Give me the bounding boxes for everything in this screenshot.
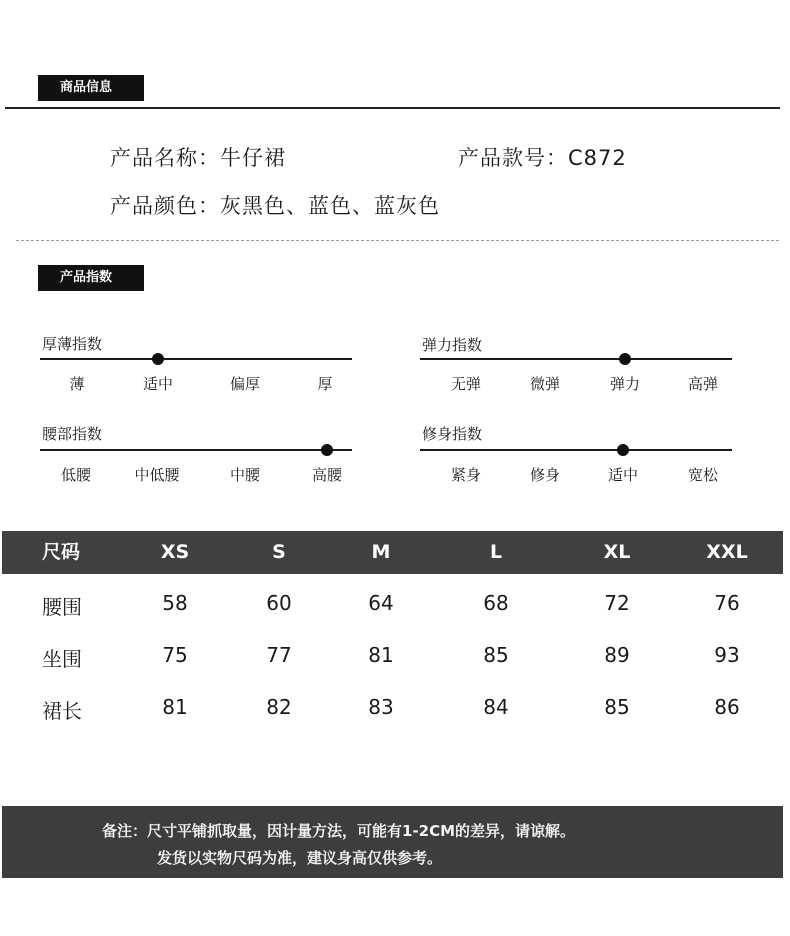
size-cell: 89 xyxy=(604,643,630,667)
note-line-2: 发货以实物尺码为准，建议身高仅供参考。 xyxy=(157,849,443,867)
index-title: 修身指数 xyxy=(422,425,483,443)
index-option: 低腰 xyxy=(60,466,91,484)
size-header-cell: XL xyxy=(603,541,631,563)
size-cell: 84 xyxy=(483,695,509,719)
index-option: 高腰 xyxy=(311,466,342,484)
index-marker-dot xyxy=(617,444,629,456)
size-header-cell: XXL xyxy=(706,541,748,563)
size-cell: 77 xyxy=(266,643,292,667)
size-row-label: 裙长 xyxy=(42,699,82,723)
size-row-label: 坐围 xyxy=(42,647,82,671)
size-header-cell: L xyxy=(489,541,503,563)
index-option: 适中 xyxy=(607,466,638,484)
index-option: 厚 xyxy=(317,375,333,393)
size-header-cell: S xyxy=(272,541,286,563)
index-option: 紧身 xyxy=(450,466,481,484)
note-line-1: 备注：尺寸平铺抓取量，因计量方法，可能有1-2CM的差异，请谅解。 xyxy=(102,822,576,840)
size-cell: 58 xyxy=(162,591,188,615)
product-colors: 产品颜色：灰黑色、蓝色、蓝灰色 xyxy=(110,194,440,218)
section-tag-product-info: 商品信息 xyxy=(38,75,144,101)
index-scale-line xyxy=(40,449,352,451)
index-option: 中低腰 xyxy=(134,466,180,484)
index-option: 高弹 xyxy=(687,375,718,393)
size-cell: 93 xyxy=(714,643,740,667)
index-scale-line xyxy=(420,358,732,360)
size-table-header-label: 尺码 xyxy=(42,541,81,563)
index-marker-dot xyxy=(152,353,164,365)
product-name: 产品名称：牛仔裙 xyxy=(110,146,286,170)
section-tag-product-index: 产品指数 xyxy=(38,265,144,291)
size-cell: 85 xyxy=(604,695,630,719)
index-option: 修身 xyxy=(529,466,560,484)
size-cell: 83 xyxy=(368,695,394,719)
index-title: 腰部指数 xyxy=(42,425,103,443)
index-title: 厚薄指数 xyxy=(42,335,103,353)
index-option: 宽松 xyxy=(687,466,718,484)
size-cell: 81 xyxy=(162,695,188,719)
size-header-cell: XS xyxy=(160,541,190,563)
index-option: 薄 xyxy=(69,375,85,393)
size-row-label: 腰围 xyxy=(42,595,82,619)
size-cell: 64 xyxy=(368,591,394,615)
index-title: 弹力指数 xyxy=(422,336,483,354)
index-option: 适中 xyxy=(142,375,173,393)
index-marker-dot xyxy=(321,444,333,456)
index-scale-line xyxy=(420,449,732,451)
size-cell: 86 xyxy=(714,695,740,719)
size-cell: 60 xyxy=(266,591,292,615)
note-box xyxy=(2,806,783,878)
size-cell: 82 xyxy=(266,695,292,719)
index-option: 无弹 xyxy=(450,375,481,393)
index-scale-line xyxy=(40,358,352,360)
size-cell: 85 xyxy=(483,643,509,667)
size-cell: 81 xyxy=(368,643,394,667)
product-code: 产品款号：C872 xyxy=(458,146,627,170)
index-option: 弹力 xyxy=(609,375,640,393)
size-cell: 75 xyxy=(162,643,188,667)
index-option: 中腰 xyxy=(229,466,260,484)
size-cell: 68 xyxy=(483,591,509,615)
size-cell: 72 xyxy=(604,591,630,615)
size-header-cell: M xyxy=(371,541,391,563)
index-marker-dot xyxy=(619,353,631,365)
index-option: 微弹 xyxy=(529,375,560,393)
dotted-divider xyxy=(16,240,779,241)
section-divider xyxy=(5,107,780,109)
size-cell: 76 xyxy=(714,591,740,615)
index-option: 偏厚 xyxy=(229,375,260,393)
